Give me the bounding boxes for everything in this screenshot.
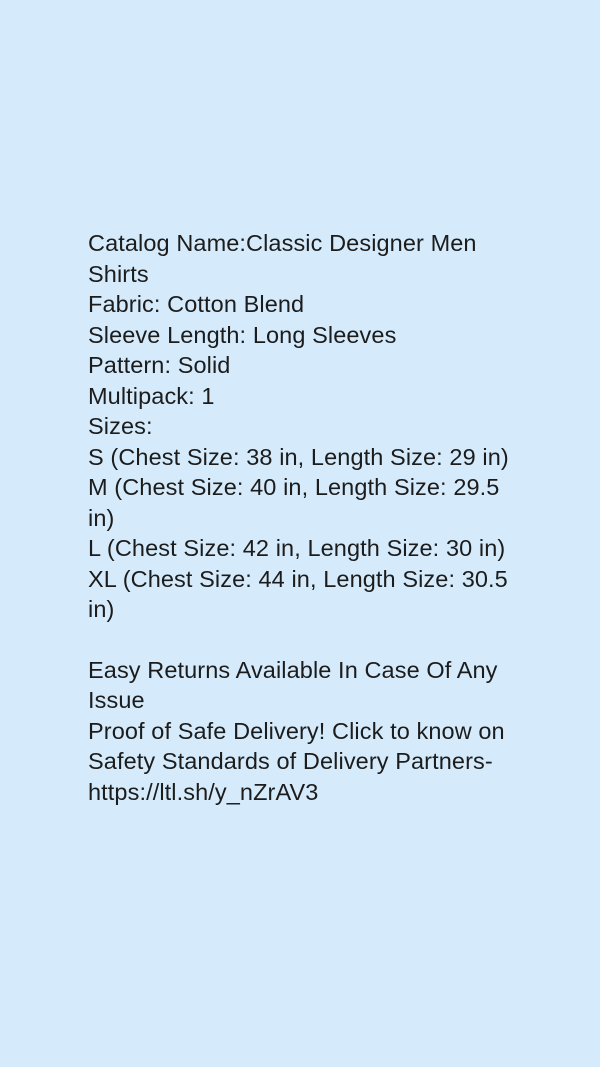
paragraph-spacer	[88, 625, 520, 655]
multipack-line: Multipack: 1	[88, 382, 215, 409]
easy-returns-line: Easy Returns Available In Case Of Any Issue	[88, 656, 505, 713]
pattern-line: Pattern: Solid	[88, 352, 231, 378]
sizes-heading: Sizes:	[88, 413, 153, 439]
catalog-name-line: Catalog Name:Classic Designer Men Shirts	[88, 230, 484, 287]
sleeve-length-line: Sleeve Length: Long Sleeves	[88, 321, 397, 348]
size-xl-line: XL (Chest Size: 44 in, Length Size: 30.5 in)	[88, 565, 515, 622]
size-l-line: L (Chest Size: 42 in, Length Size: 30 in)	[88, 535, 506, 561]
size-m-line: M (Chest Size: 40 in, Length Size: 29.5 in)	[88, 474, 507, 531]
safe-delivery-line: Proof of Safe Delivery! Click to know on Safety Standards of Delivery Partners- https://ltl.sh/y_nZrAV3	[88, 717, 512, 805]
fabric-line: Fabric: Cotton Blend	[88, 291, 305, 317]
size-s-line: S (Chest Size: 38 in, Length Size: 29 in)	[88, 443, 509, 470]
product-description-text	[88, 228, 520, 807]
